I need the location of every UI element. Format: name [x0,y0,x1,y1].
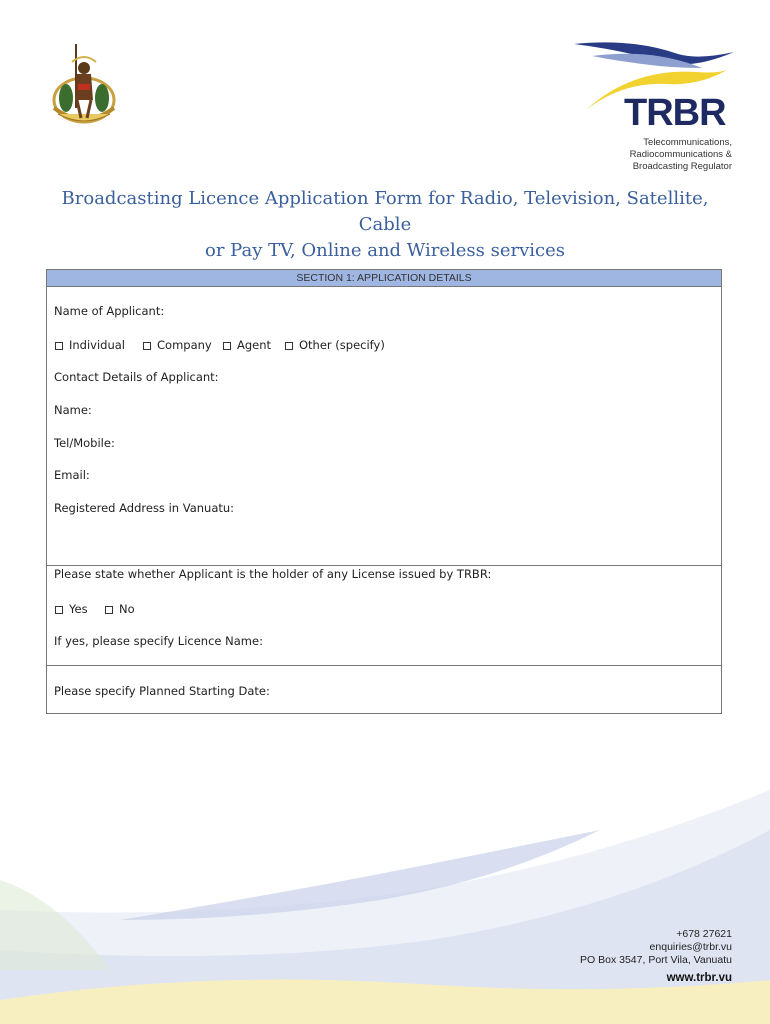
tel-mobile-label: Tel/Mobile: [54,436,115,450]
vanuatu-coat-of-arms-logo [44,38,124,130]
row-divider [47,665,721,666]
footer-address: PO Box 3547, Port Vila, Vanuatu [580,954,732,966]
starting-date-label: Please specify Planned Starting Date: [54,684,270,698]
row-divider [47,565,721,566]
application-form [46,269,722,714]
checkbox[interactable] [223,342,231,350]
applicant-type-agent[interactable] [223,338,271,352]
licence-name-label: If yes, please specify Licence Name: [54,634,263,648]
option-label: Yes [69,602,88,616]
option-label: Individual [69,338,126,352]
name-label: Name: [54,403,92,417]
license-question-label: Please state whether Applicant is the holder of any License issued by TRBR: [54,567,492,581]
applicant-type-individual[interactable] [55,338,125,352]
option-label: Company [157,338,212,352]
form-title [40,186,730,264]
registered-address-label: Registered Address in Vanuatu: [54,501,235,515]
checkbox[interactable] [55,606,63,614]
footer-wave-decoration [0,770,770,1024]
contact-details-label: Contact Details of Applicant: [54,370,219,384]
option-label: Agent [237,338,272,352]
section-header: SECTION 1: APPLICATION DETAILS [47,270,721,287]
form-title-line-2: or Pay TV, Online and Wireless services [205,240,565,261]
trbr-subtitle-line: Telecommunications, [643,137,732,148]
checkbox[interactable] [285,342,293,350]
trbr-logo-text: TRBR [624,92,726,134]
license-no-option[interactable] [105,602,135,616]
trbr-subtitle-line: Radiocommunications & [629,149,732,160]
footer-email[interactable]: enquiries@trbr.vu [649,941,732,953]
name-of-applicant-label: Name of Applicant: [54,304,165,318]
applicant-type-other[interactable] [285,338,385,352]
checkbox[interactable] [55,342,63,350]
checkbox[interactable] [105,606,113,614]
form-title-line-1: Broadcasting Licence Application Form for Radio, Television, Satellite, Cable [61,188,709,235]
option-label: No [119,602,135,616]
option-label: Other (specify) [299,338,385,352]
footer-website-link[interactable]: www.trbr.vu [666,972,732,984]
applicant-type-company[interactable] [143,338,212,352]
checkbox[interactable] [143,342,151,350]
trbr-subtitle-line: Broadcasting Regulator [632,161,732,172]
footer-phone: +678 27621 [676,928,732,940]
email-label: Email: [54,468,90,482]
license-yes-option[interactable] [55,602,88,616]
